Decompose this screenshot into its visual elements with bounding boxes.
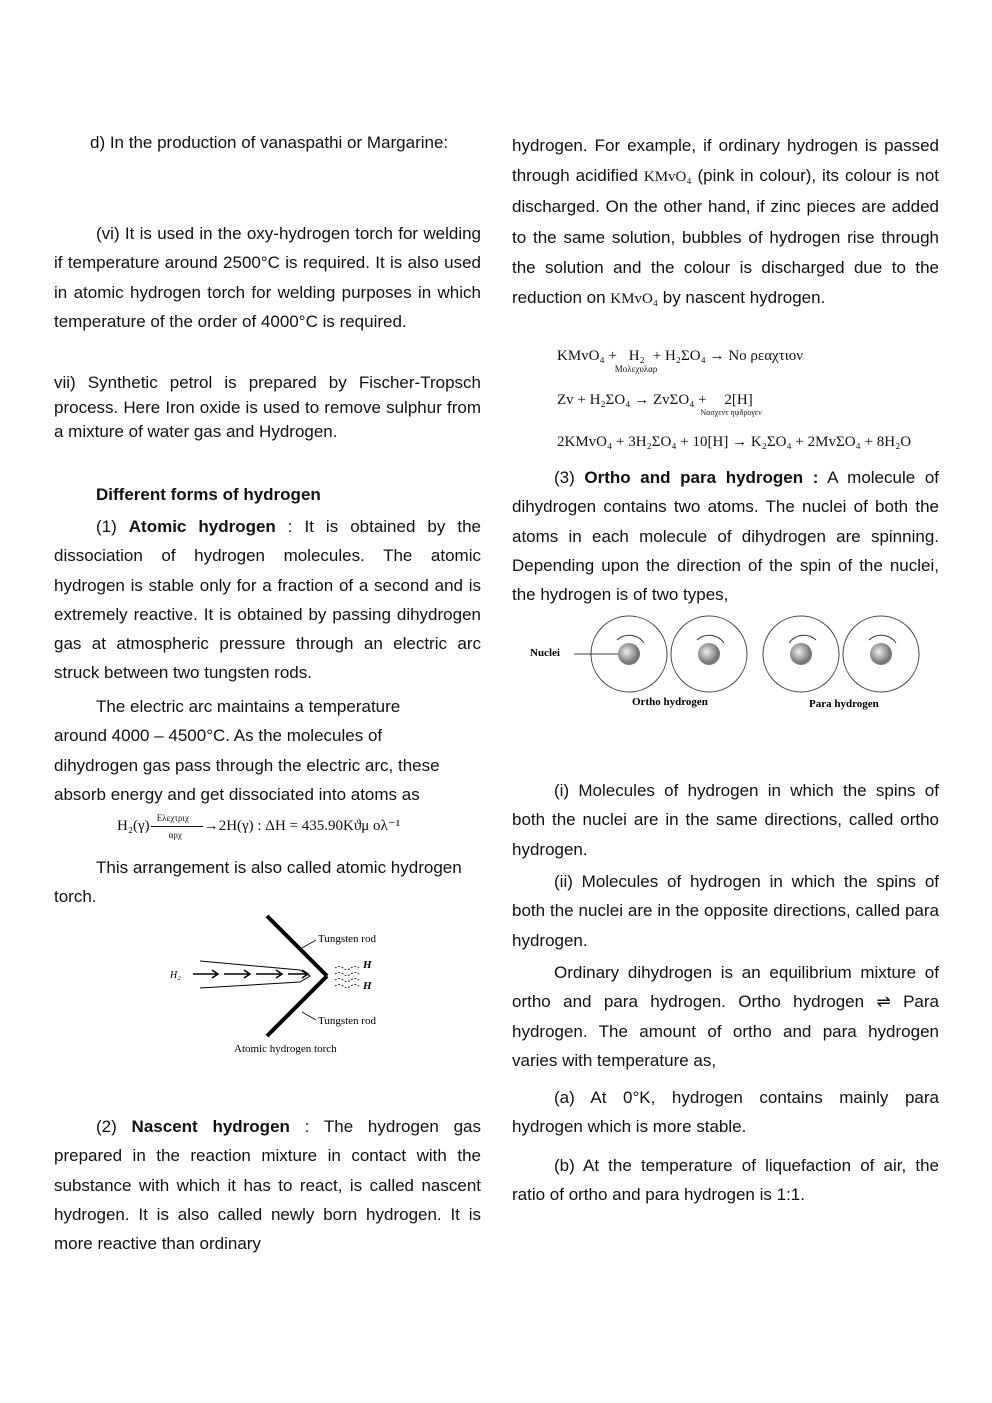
formula: KMvO₄ [610, 291, 659, 308]
prefix: (3) [554, 468, 585, 487]
section-heading: Different forms of hydrogen [96, 485, 321, 504]
eq-above: Ελεχτριχ [156, 813, 189, 824]
prefix: (1) [96, 517, 129, 536]
text: : The hydrogen gas prepared in the reaction mixture in contact with the substance with which it has to react, is called nascent hydrogen. It is also called newly born hydrogen. It is more reactive than ordinary [54, 1117, 481, 1254]
eq-part: + H₂ΣO₄ → Νο ρεαχτιον [652, 348, 804, 364]
text: (pink in colour), its colour is not discharged. On the other hand, if zinc pieces are added to the same solution, bubbles of hydrogen rise through the solution and the colour is discharged due to the reduction on [512, 166, 939, 308]
diagram-caption: Atomic hydrogen torch [234, 1043, 337, 1055]
text: by nascent hydrogen. [658, 288, 826, 308]
formula: KMvO₄ [643, 169, 692, 186]
atom-waves [335, 967, 359, 988]
atomic-hydrogen-torch-diagram [160, 910, 400, 1060]
paragraph-para-definition: (ii) Molecules of hydrogen in which the spins of both the nuclei are in the opposite directions, called para hydrogen. [512, 872, 939, 950]
eq-part: KMvO₄ + [557, 348, 617, 364]
tungsten-rod-top [267, 916, 327, 976]
text: A molecule of dihydrogen contains two atoms. The nuclei of both the atoms in each molecule of dihydrogen are spinning. Depending upon the direction of the spin of the nuclei, the hydrogen is of two types, [512, 468, 939, 605]
ortho-para-diagram [520, 610, 940, 715]
paragraph-equilibrium: Ordinary dihydrogen is an equilibrium mixture of ortho and para hydrogen. Ortho hydrogen ⇌ Para hydrogen. The amount of ortho and para hydrogen varies with temperature as, [512, 963, 939, 1070]
molecule-para [763, 616, 919, 692]
paragraph-zero-kelvin: (a) At 0°K, hydrogen contains mainly para hydrogen which is more stable. [512, 1088, 939, 1137]
eq-lhs: H₂(γ) [117, 818, 150, 834]
term-ortho-para: Ortho and para hydrogen : [584, 468, 819, 487]
tungsten-rod-label-top: Tungsten rod [318, 933, 376, 945]
paragraph-vii: vii) Synthetic petrol is prepared by Fischer-Tropsch process. Here Iron oxide is used to remove sulphur from a mixture of water gas and Hydrogen. [54, 373, 481, 441]
nuclei-label: Nuclei [530, 647, 560, 659]
term-nascent-hydrogen: Nascent hydrogen [131, 1117, 290, 1136]
prefix: (2) [96, 1117, 132, 1136]
equation-no-reaction [557, 348, 804, 374]
eq-below: αρχ [168, 830, 182, 841]
paragraph-ortho-para [512, 463, 939, 609]
paragraph-ortho-definition: (i) Molecules of hydrogen in which the spins of both the nuclei are in the same directions, called ortho hydrogen. [512, 781, 939, 859]
eq-part: H₂ [628, 348, 645, 364]
eq-part: Zv + H₂ΣO₄ → ZvΣO₄ + [557, 392, 707, 408]
paragraph-electric-arc: The electric arc maintains a temperature around 4000 – 4500°C. As the molecules of dihydrogen gas pass through the electric arc, these absorb energy and get dissociated into atoms as [54, 697, 440, 804]
paragraph-liquefaction: (b) At the temperature of liquefaction of air, the ratio of ortho and para hydrogen is 1:1. [512, 1156, 939, 1205]
h2-label: H₂ [170, 970, 181, 981]
text: : It is obtained by the dissociation of hydrogen molecules. The atomic hydrogen is stable only for a fraction of a second and is extremely reactive. It is obtained by passing dihydrogen gas at atmospheric pressure through an electric arc struck between two tungsten rods. [54, 517, 481, 683]
eq-part: 2[H] [724, 392, 753, 408]
paragraph-vi: (vi) It is used in the oxy-hydrogen torch for welding if temperature around 2500°C is required. It is also used in atomic hydrogen torch for welding purposes in which temperature of the order of 4000°C is required. [54, 224, 481, 331]
paragraph-torch: This arrangement is also called atomic hydrogen torch. [54, 858, 462, 907]
equation-dissociation [117, 813, 401, 841]
list-item-d: d) In the production of vanaspathi or Margarine: [90, 133, 449, 152]
eq-under: Μολεχυλαρ [614, 364, 658, 374]
eq-rhs: →2H(γ) : ΔH = 435.90Kϑμ ολ⁻¹ [203, 818, 401, 834]
para-label: Para hydrogen [809, 698, 879, 710]
tungsten-rod-bottom [267, 976, 327, 1036]
tungsten-rod-label-bottom: Tungsten rod [318, 1015, 376, 1027]
ortho-label: Ortho hydrogen [632, 696, 708, 708]
text: hydrogen. For example, if ordinary hydrogen is passed through acidified [512, 136, 939, 186]
paragraph-nascent-hydrogen [54, 1112, 481, 1258]
term-atomic-hydrogen: Atomic hydrogen [128, 517, 276, 536]
paragraph-atomic-hydrogen [54, 512, 481, 688]
h-label-bottom: H [363, 980, 372, 992]
equation-reduction: 2KMvO₄ + 3H₂ΣO₄ + 10[H] → K₂ΣO₄ + 2MvΣO₄ + 8H₂O [557, 434, 912, 450]
eq-under: Νασχεντ ηψδρογεν [700, 408, 762, 417]
h-label-top: H [363, 959, 372, 971]
paragraph-nascent-continued [512, 131, 939, 314]
equation-zinc [557, 392, 762, 417]
arrows-icon [193, 970, 308, 978]
